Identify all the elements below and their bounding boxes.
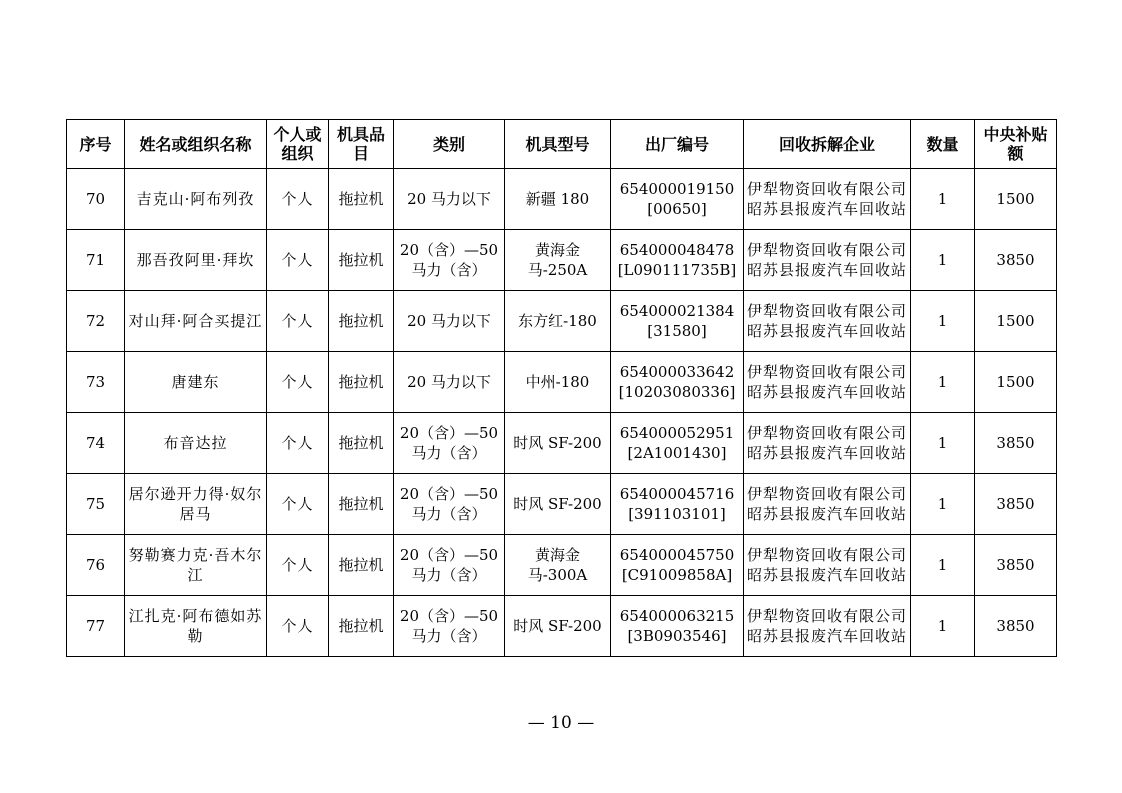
header-quantity: 数量 — [911, 120, 975, 169]
cell-category: 20（含）—50马力（含） — [394, 535, 505, 596]
cell-quantity: 1 — [911, 352, 975, 413]
cell-company: 伊犁物资回收有限公司昭苏县报废汽车回收站 — [744, 535, 911, 596]
cell-company: 伊犁物资回收有限公司昭苏县报废汽车回收站 — [744, 169, 911, 230]
serial-number: 654000021384 — [619, 302, 735, 320]
cell-quantity: 1 — [911, 596, 975, 657]
cell-serial — [611, 413, 744, 474]
cell-serial — [611, 352, 744, 413]
table-header-row — [67, 120, 1057, 169]
cell-seq: 76 — [67, 535, 125, 596]
serial-code: [2A1001430] — [627, 444, 727, 462]
cell-model: 黄海金马-300A — [505, 535, 611, 596]
cell-item: 拖拉机 — [329, 230, 394, 291]
cell-item: 拖拉机 — [329, 596, 394, 657]
cell-subsidy: 3850 — [975, 535, 1057, 596]
cell-seq: 75 — [67, 474, 125, 535]
serial-code: [31580] — [647, 322, 707, 340]
header-seq: 序号 — [67, 120, 125, 169]
header-category: 类别 — [394, 120, 505, 169]
cell-quantity: 1 — [911, 230, 975, 291]
header-serial: 出厂编号 — [611, 120, 744, 169]
cell-company: 伊犁物资回收有限公司昭苏县报废汽车回收站 — [744, 596, 911, 657]
cell-name: 吉克山·阿布列孜 — [125, 169, 267, 230]
serial-number: 654000052951 — [619, 424, 735, 442]
cell-quantity: 1 — [911, 291, 975, 352]
cell-name: 那吾孜阿里·拜坎 — [125, 230, 267, 291]
cell-quantity: 1 — [911, 169, 975, 230]
cell-serial — [611, 535, 744, 596]
serial-code: [10203080336] — [618, 383, 736, 401]
header-item: 机具品目 — [329, 120, 394, 169]
cell-subsidy: 3850 — [975, 413, 1057, 474]
serial-code: [00650] — [647, 200, 707, 218]
table-row — [67, 352, 1057, 413]
cell-company: 伊犁物资回收有限公司昭苏县报废汽车回收站 — [744, 230, 911, 291]
header-company: 回收拆解企业 — [744, 120, 911, 169]
cell-model: 黄海金马-250A — [505, 230, 611, 291]
cell-item: 拖拉机 — [329, 169, 394, 230]
header-owner-type: 个人或组织 — [267, 120, 329, 169]
subsidy-table — [66, 119, 1057, 657]
cell-seq: 77 — [67, 596, 125, 657]
cell-subsidy: 1500 — [975, 291, 1057, 352]
table-row — [67, 169, 1057, 230]
cell-item: 拖拉机 — [329, 291, 394, 352]
cell-name: 对山拜·阿合买提江 — [125, 291, 267, 352]
cell-owner-type: 个人 — [267, 169, 329, 230]
serial-code: [L090111735B] — [617, 261, 737, 279]
cell-item: 拖拉机 — [329, 474, 394, 535]
cell-name: 布音达拉 — [125, 413, 267, 474]
cell-owner-type: 个人 — [267, 230, 329, 291]
serial-code: [3B0903546] — [627, 627, 727, 645]
table-row — [67, 230, 1057, 291]
table-row — [67, 596, 1057, 657]
cell-category: 20 马力以下 — [394, 352, 505, 413]
cell-serial — [611, 291, 744, 352]
table-row — [67, 291, 1057, 352]
table-body — [67, 169, 1057, 657]
cell-category: 20（含）—50马力（含） — [394, 474, 505, 535]
header-subsidy: 中央补贴额 — [975, 120, 1057, 169]
serial-number: 654000048478 — [619, 241, 735, 259]
cell-serial — [611, 596, 744, 657]
cell-category: 20 马力以下 — [394, 291, 505, 352]
cell-category: 20 马力以下 — [394, 169, 505, 230]
cell-model: 时风 SF-200 — [505, 596, 611, 657]
cell-owner-type: 个人 — [267, 474, 329, 535]
cell-seq: 72 — [67, 291, 125, 352]
cell-company: 伊犁物资回收有限公司昭苏县报废汽车回收站 — [744, 413, 911, 474]
cell-name: 唐建东 — [125, 352, 267, 413]
cell-seq: 70 — [67, 169, 125, 230]
cell-company: 伊犁物资回收有限公司昭苏县报废汽车回收站 — [744, 474, 911, 535]
cell-quantity: 1 — [911, 474, 975, 535]
header-model: 机具型号 — [505, 120, 611, 169]
cell-serial — [611, 474, 744, 535]
cell-seq: 71 — [67, 230, 125, 291]
cell-item: 拖拉机 — [329, 413, 394, 474]
cell-model: 时风 SF-200 — [505, 474, 611, 535]
cell-category: 20（含）—50马力（含） — [394, 230, 505, 291]
serial-number: 654000019150 — [619, 180, 735, 198]
serial-number: 654000045716 — [619, 485, 735, 503]
table-row — [67, 474, 1057, 535]
cell-model: 新疆 180 — [505, 169, 611, 230]
cell-owner-type: 个人 — [267, 413, 329, 474]
cell-category: 20（含）—50马力（含） — [394, 596, 505, 657]
serial-number: 654000063215 — [619, 607, 735, 625]
cell-subsidy: 1500 — [975, 352, 1057, 413]
cell-serial — [611, 230, 744, 291]
cell-name: 江扎克·阿布德如苏勒 — [125, 596, 267, 657]
cell-item: 拖拉机 — [329, 352, 394, 413]
serial-code: [391103101] — [628, 505, 726, 523]
cell-quantity: 1 — [911, 413, 975, 474]
table-row — [67, 535, 1057, 596]
serial-number: 654000033642 — [619, 363, 735, 381]
cell-owner-type: 个人 — [267, 352, 329, 413]
cell-name: 居尔逊开力得·奴尔居马 — [125, 474, 267, 535]
cell-owner-type: 个人 — [267, 291, 329, 352]
cell-owner-type: 个人 — [267, 535, 329, 596]
cell-item: 拖拉机 — [329, 535, 394, 596]
cell-subsidy: 1500 — [975, 169, 1057, 230]
cell-company: 伊犁物资回收有限公司昭苏县报废汽车回收站 — [744, 352, 911, 413]
page-number: — 10 — — [527, 713, 595, 733]
cell-company: 伊犁物资回收有限公司昭苏县报废汽车回收站 — [744, 291, 911, 352]
cell-seq: 74 — [67, 413, 125, 474]
cell-seq: 73 — [67, 352, 125, 413]
cell-owner-type: 个人 — [267, 596, 329, 657]
table-row — [67, 413, 1057, 474]
cell-category: 20（含）—50马力（含） — [394, 413, 505, 474]
cell-subsidy: 3850 — [975, 474, 1057, 535]
cell-subsidy: 3850 — [975, 230, 1057, 291]
header-name: 姓名或组织名称 — [125, 120, 267, 169]
cell-model: 东方红-180 — [505, 291, 611, 352]
cell-serial — [611, 169, 744, 230]
cell-subsidy: 3850 — [975, 596, 1057, 657]
cell-model: 中州-180 — [505, 352, 611, 413]
cell-name: 努勒赛力克·吾木尔江 — [125, 535, 267, 596]
cell-model: 时风 SF-200 — [505, 413, 611, 474]
serial-number: 654000045750 — [619, 546, 735, 564]
cell-quantity: 1 — [911, 535, 975, 596]
serial-code: [C91009858A] — [621, 566, 733, 584]
